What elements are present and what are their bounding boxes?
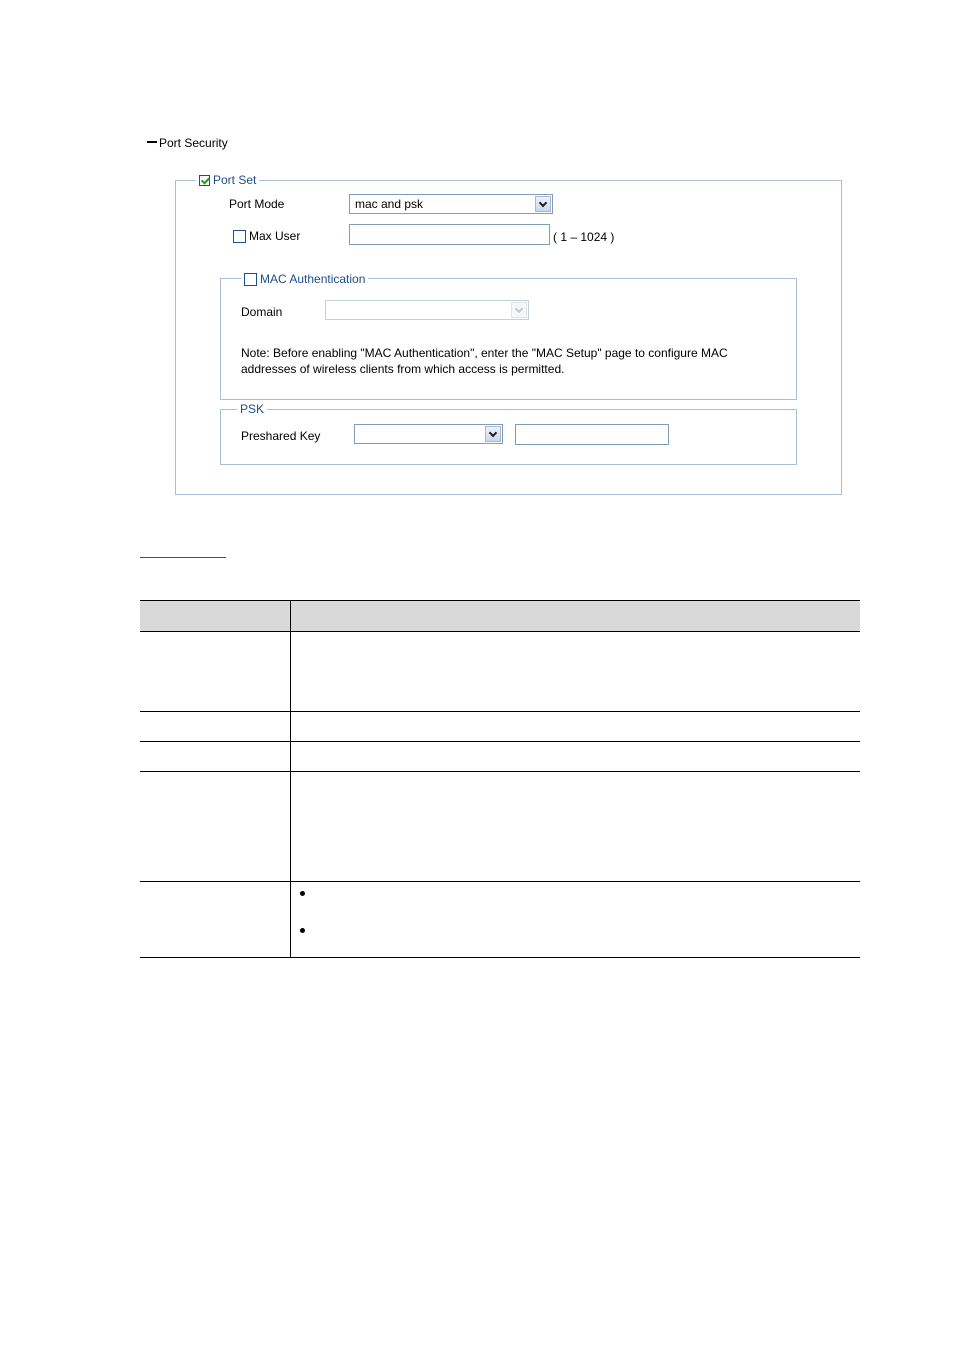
section-title-label: Port Security: [159, 136, 228, 150]
max-user-row: [233, 229, 300, 243]
preshared-key-type-select[interactable]: [354, 424, 503, 444]
domain-select[interactable]: [325, 300, 529, 320]
section-title[interactable]: [147, 136, 228, 150]
figure-link[interactable]: [140, 557, 226, 558]
port-mode-label: Port Mode: [229, 197, 285, 211]
table-header-row: [140, 601, 860, 632]
chevron-down-icon[interactable]: [485, 426, 501, 442]
description-table: [140, 600, 860, 958]
bullet-icon: [300, 891, 305, 896]
table-row: [140, 632, 860, 712]
port-mode-value: mac and psk: [355, 197, 424, 211]
max-user-input[interactable]: [349, 224, 550, 245]
preshared-key-label: Preshared Key: [241, 429, 321, 443]
table-cell: [140, 712, 291, 742]
table-row: [140, 712, 860, 742]
table-cell: [140, 882, 291, 958]
port-set-legend: [196, 173, 259, 187]
table-row: [140, 882, 860, 958]
mac-auth-legend: [241, 272, 368, 286]
mac-auth-checkbox[interactable]: [244, 273, 257, 286]
table-header-cell: [291, 601, 861, 632]
domain-label: Domain: [241, 305, 283, 319]
mac-auth-group: [220, 278, 797, 400]
table-header-cell: [140, 601, 291, 632]
table-cell: [291, 772, 861, 882]
table-cell: [140, 772, 291, 882]
max-user-checkbox[interactable]: [233, 230, 246, 243]
collapse-icon[interactable]: [147, 141, 157, 143]
table-row: [140, 742, 860, 772]
table-cell: [291, 712, 861, 742]
bullet-icon: [300, 928, 305, 933]
table-row: [140, 772, 860, 882]
table-cell: [140, 632, 291, 712]
max-user-label: Max User: [249, 229, 301, 243]
port-mode-select[interactable]: [349, 194, 553, 214]
chevron-down-icon[interactable]: [511, 302, 527, 318]
table-cell: [140, 742, 291, 772]
psk-legend: [237, 402, 267, 416]
port-set-label: Port Set: [213, 173, 257, 187]
port-set-checkbox[interactable]: [199, 175, 210, 186]
mac-auth-label: MAC Authentication: [260, 272, 366, 286]
mac-auth-note-line1: Note: Before enabling "MAC Authentication", enter the "MAC Setup" page to configure MAC: [241, 346, 728, 360]
mac-auth-note-line2: addresses of wireless clients from which access is permitted.: [241, 362, 565, 376]
table-cell: [291, 882, 861, 958]
table-cell: [291, 742, 861, 772]
max-user-range: ( 1 – 1024 ): [553, 230, 615, 244]
table-cell: [291, 632, 861, 712]
psk-label: PSK: [240, 402, 265, 416]
preshared-key-input[interactable]: [515, 424, 669, 445]
chevron-down-icon[interactable]: [535, 196, 551, 212]
mac-auth-note: [241, 345, 728, 377]
